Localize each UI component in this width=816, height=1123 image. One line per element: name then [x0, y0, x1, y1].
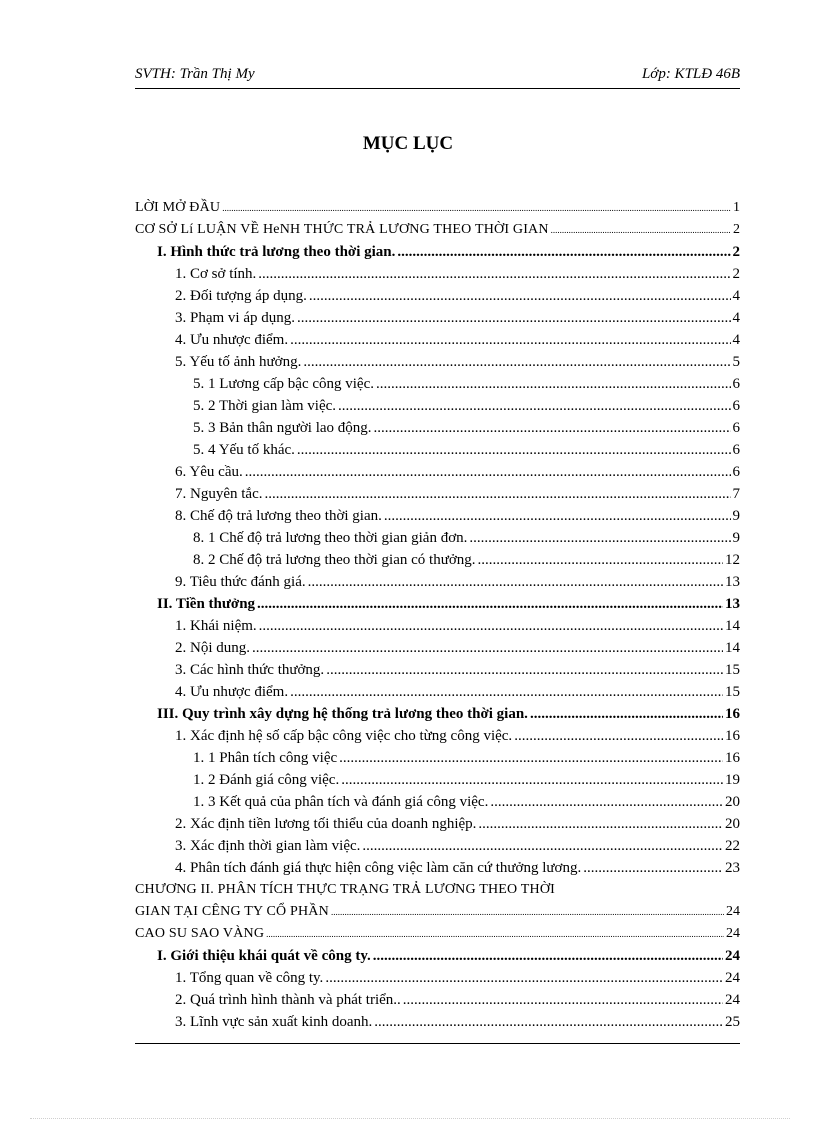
toc-leader-dots [490, 794, 723, 811]
toc-entry-page: 2 [732, 244, 740, 260]
toc-entry-page: 5 [732, 354, 740, 370]
toc-leader-dots [376, 376, 731, 393]
toc-entry-page: 16 [725, 706, 740, 722]
toc-entry-label: 7. Nguyên tắc. [175, 486, 263, 502]
toc-leader-dots [530, 706, 723, 723]
toc-entry[interactable] [135, 420, 740, 442]
toc-entry-label: 6. Yêu cầu. [175, 464, 243, 480]
toc-entry-page: 24 [725, 992, 740, 1008]
toc-entry-label: GIAN TẠI CÊNG TY CỔ PHẦN [135, 904, 329, 919]
toc-entry-label: LỜI MỞ ĐẦU [135, 200, 221, 215]
toc-entry[interactable] [135, 860, 740, 882]
toc-entry[interactable] [135, 596, 740, 618]
toc-entry[interactable] [135, 574, 740, 596]
toc-entry-page: 6 [732, 442, 740, 458]
toc-entry-label: 4. Ưu nhược điểm. [175, 684, 289, 700]
toc-leader-dots [338, 398, 730, 415]
toc-entry-page: 2 [733, 222, 740, 237]
toc-leader-dots [308, 574, 723, 591]
toc-entry[interactable] [135, 508, 740, 530]
toc-leader-dots [374, 1014, 723, 1031]
toc-entry-page: 22 [725, 838, 740, 854]
toc-entry[interactable] [135, 1014, 740, 1036]
toc-entry-page: 9 [732, 508, 740, 524]
toc-leader-dots [583, 860, 723, 877]
toc-leader-dots [514, 728, 723, 745]
toc-entry-label: 1. Khái niệm. [175, 618, 257, 634]
toc-entry[interactable] [135, 970, 740, 992]
toc-entry[interactable] [135, 706, 740, 728]
toc-entry-label: I. Giới thiệu khái quát về công ty. [157, 948, 371, 964]
toc-leader-dots [290, 332, 730, 349]
toc-leader-dots [362, 838, 723, 855]
toc-entry[interactable] [135, 640, 740, 662]
toc-entry-label: 1. 2 Đánh giá công việc. [193, 772, 340, 788]
toc-entry-label: III. Quy trình xây dựng hệ thống trả lương theo thời gian. [157, 706, 528, 722]
toc-entry-label: 5. Yếu tố ảnh hưởng. [175, 354, 302, 370]
toc-entry-label: 3. Lĩnh vực sản xuất kinh doanh. [175, 1014, 373, 1030]
toc-leader-dots [403, 992, 723, 1009]
toc-entry-label: 4. Phân tích đánh giá thực hiện công việc làm căn cứ thưởng lương. [175, 860, 582, 876]
page-header [135, 66, 740, 89]
toc-entry-page: 4 [732, 310, 740, 326]
footer-rule [135, 1043, 740, 1044]
toc-leader-dots [222, 203, 731, 213]
toc-entry-label: 2. Đối tượng áp dụng. [175, 288, 307, 304]
toc-entry-label: 5. 2 Thời gian làm việc. [193, 398, 337, 414]
toc-entry-label: CAO SU SAO VÀNG [135, 926, 265, 941]
toc-entry[interactable] [135, 948, 740, 970]
toc-leader-dots [331, 907, 724, 917]
page-bottom-border [30, 1118, 790, 1119]
toc-entry[interactable] [135, 750, 740, 772]
toc-entry[interactable] [135, 244, 740, 266]
toc-entry-label: I. Hình thức trả lương theo thời gian. [157, 244, 396, 260]
toc-entry-label: 2. Xác định tiền lương tối thiểu của doanh nghiệp. [175, 816, 477, 832]
toc-entry-label: CHƯƠNG II. PHÂN TÍCH THỰC TRẠNG TRẢ LƯƠNG THEO THỜI [135, 882, 556, 897]
toc-entry-page: 4 [732, 332, 740, 348]
toc-entry[interactable] [135, 332, 740, 354]
toc-entry[interactable] [135, 794, 740, 816]
toc-entry[interactable] [135, 838, 740, 860]
toc-entry-page: 6 [732, 376, 740, 392]
toc-leader-dots [258, 266, 730, 283]
toc-leader-dots [245, 464, 731, 481]
toc-leader-dots [297, 442, 731, 459]
toc-leader-dots [252, 640, 723, 657]
toc-entry-page: 13 [725, 574, 740, 590]
toc-entry-label: 5. 1 Lương cấp bậc công việc. [193, 376, 374, 392]
toc-entry-page: 6 [732, 420, 740, 436]
toc-entry[interactable] [135, 926, 740, 948]
toc-entry-page: 16 [725, 728, 740, 744]
toc-entry-page: 24 [726, 904, 740, 919]
toc-entry-page: 1 [733, 200, 740, 215]
table-of-contents [135, 200, 740, 1036]
toc-entry[interactable] [135, 442, 740, 464]
toc-leader-dots [478, 816, 723, 833]
toc-entry-page: 24 [726, 926, 740, 941]
toc-entry[interactable] [135, 552, 740, 574]
header-student: SVTH: Trần Thị My [135, 66, 255, 82]
toc-entry-label: 3. Xác định thời gian làm việc. [175, 838, 361, 854]
toc-leader-dots [264, 486, 730, 503]
toc-entry-label: 1. Tổng quan về công ty. [175, 970, 324, 986]
toc-entry-label: 2. Nội dung. [175, 640, 250, 656]
toc-leader-dots [374, 420, 731, 437]
toc-entry-label: 4. Ưu nhược điểm. [175, 332, 289, 348]
toc-entry-page: 24 [725, 970, 740, 986]
toc-entry-page: 13 [725, 596, 740, 612]
toc-entry[interactable] [135, 662, 740, 684]
toc-leader-dots [325, 970, 723, 987]
toc-entry-page: 20 [725, 816, 740, 832]
toc-entry-page: 12 [725, 552, 740, 568]
toc-entry[interactable] [135, 200, 740, 222]
toc-entry[interactable] [135, 310, 740, 332]
toc-leader-dots [397, 244, 730, 261]
toc-entry[interactable] [135, 398, 740, 420]
toc-leader-dots [551, 225, 731, 235]
toc-entry-page: 15 [725, 662, 740, 678]
toc-entry-page: 20 [725, 794, 740, 810]
page-title: MỤC LỤC [362, 133, 454, 154]
toc-entry-page: 25 [725, 1014, 740, 1030]
toc-entry-label: 3. Các hình thức thưởng. [175, 662, 325, 678]
toc-entry-label: II. Tiền thưởng [157, 596, 256, 612]
toc-leader-dots [290, 684, 723, 701]
toc-entry-label: 8. Chế độ trả lương theo thời gian. [175, 508, 382, 524]
toc-entry[interactable] [135, 354, 740, 376]
toc-entry[interactable] [135, 684, 740, 706]
toc-entry-label: 3. Phạm vi áp dụng. [175, 310, 295, 326]
toc-entry-label: 1. 1 Phân tích công việc [193, 750, 338, 766]
toc-entry[interactable] [135, 376, 740, 398]
toc-entry-label: CƠ SỞ Lí LUẬN VỀ HeNH THỨC TRẢ LƯƠNG THEO THỜI GIAN [135, 222, 549, 237]
toc-entry[interactable] [135, 728, 740, 750]
toc-leader-dots [259, 618, 723, 635]
toc-entry-page: 14 [725, 640, 740, 656]
toc-entry-label: 1. Cơ sở tính. [175, 266, 257, 282]
toc-entry[interactable] [135, 464, 740, 486]
toc-entry-page: 19 [725, 772, 740, 788]
toc-leader-dots [297, 310, 731, 327]
toc-entry-page: 23 [725, 860, 740, 876]
toc-entry-page: 16 [725, 750, 740, 766]
toc-leader-dots [469, 530, 730, 547]
toc-entry-label: 9. Tiêu thức đánh giá. [175, 574, 306, 590]
toc-entry-page: 14 [725, 618, 740, 634]
toc-entry-label: 1. Xác định hệ số cấp bậc công việc cho từng công việc. [175, 728, 513, 744]
toc-entry[interactable] [135, 266, 740, 288]
toc-leader-dots [339, 750, 723, 767]
toc-entry-page: 24 [725, 948, 740, 964]
toc-entry-page: 15 [725, 684, 740, 700]
toc-entry-page: 9 [732, 530, 740, 546]
toc-leader-dots [384, 508, 731, 525]
toc-entry-label: 2. Quá trình hình thành và phát triển.. [175, 992, 401, 1008]
toc-leader-dots [257, 596, 723, 613]
toc-leader-dots [478, 552, 723, 569]
toc-entry-page: 2 [732, 266, 740, 282]
toc-entry[interactable] [135, 882, 740, 904]
toc-entry-label: 5. 3 Bản thân người lao động. [193, 420, 372, 436]
toc-leader-dots [326, 662, 723, 679]
toc-entry[interactable] [135, 816, 740, 838]
toc-leader-dots [303, 354, 730, 371]
toc-leader-dots [373, 948, 723, 965]
toc-leader-dots [341, 772, 723, 789]
toc-entry[interactable] [135, 288, 740, 310]
toc-entry[interactable] [135, 222, 740, 244]
toc-entry-label: 5. 4 Yếu tố khác. [193, 442, 295, 458]
toc-entry-label: 1. 3 Kết quả của phân tích và đánh giá công việc. [193, 794, 489, 810]
toc-entry-label: 8. 2 Chế độ trả lương theo thời gian có thưởng. [193, 552, 476, 568]
toc-entry[interactable] [135, 772, 740, 794]
toc-entry[interactable] [135, 904, 740, 926]
toc-entry[interactable] [135, 618, 740, 640]
toc-leader-dots [266, 929, 724, 939]
toc-entry-page: 6 [732, 464, 740, 480]
toc-entry[interactable] [135, 992, 740, 1014]
toc-entry[interactable] [135, 530, 740, 552]
header-class: Lớp: KTLĐ 46B [641, 66, 740, 82]
toc-entry-label: 8. 1 Chế độ trả lương theo thời gian giản đơn. [193, 530, 468, 546]
toc-entry-page: 6 [732, 398, 740, 414]
toc-entry[interactable] [135, 486, 740, 508]
toc-entry-page: 4 [732, 288, 740, 304]
toc-leader-dots [309, 288, 731, 305]
toc-entry-page: 7 [732, 486, 740, 502]
